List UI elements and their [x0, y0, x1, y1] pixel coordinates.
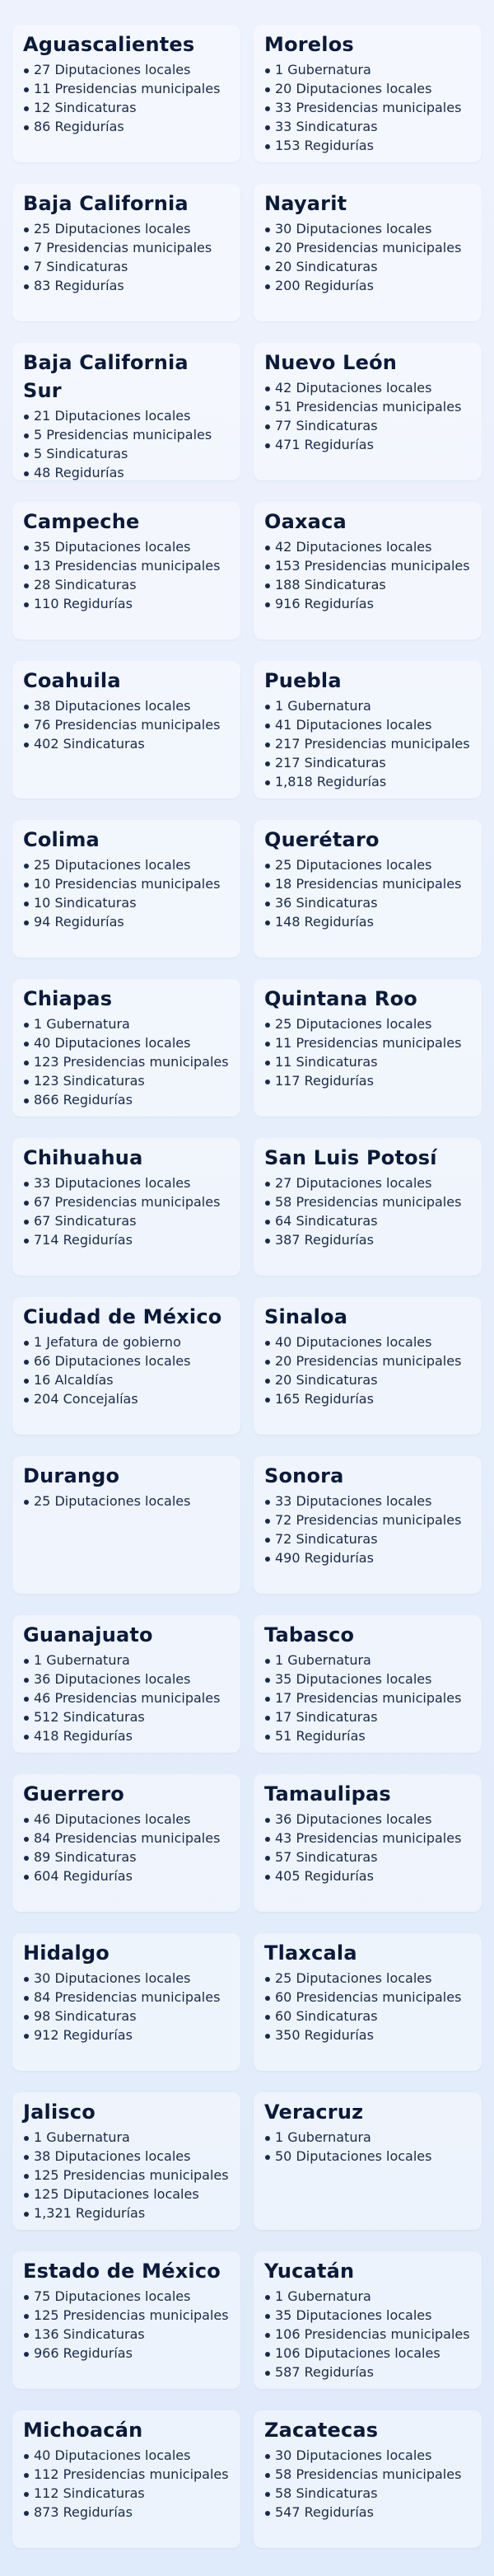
positions-list	[264, 1014, 472, 1090]
state-card	[254, 1456, 482, 1594]
position-item: 604 Regidurías	[23, 1866, 231, 1885]
positions-list	[23, 1810, 231, 1885]
position-item: 33 Sindicaturas	[264, 117, 472, 136]
position-item: 84 Presidencias municipales	[23, 1988, 231, 2007]
positions-list	[23, 696, 231, 753]
positions-list	[23, 406, 231, 480]
state-name: Nayarit	[264, 192, 347, 215]
position-item: 7 Presidencias municipales	[23, 238, 231, 257]
positions-list	[23, 2446, 231, 2522]
position-item: 1 Gubernatura	[264, 2287, 472, 2306]
positions-list	[264, 2287, 472, 2382]
positions-list	[264, 696, 472, 791]
state-name: Campeche	[23, 510, 140, 533]
position-item: 866 Regidurías	[23, 1090, 231, 1109]
position-item: 20 Sindicaturas	[264, 1370, 472, 1389]
position-item: 1 Gubernatura	[23, 2128, 231, 2147]
state-card	[12, 1297, 240, 1435]
state-name: Ciudad de México	[23, 1305, 222, 1328]
state-card	[12, 2410, 240, 2548]
position-item: 1 Gubernatura	[23, 1014, 231, 1033]
state-card	[12, 25, 240, 162]
state-card	[12, 343, 240, 480]
state-name: Sonora	[264, 1464, 344, 1487]
state-card	[12, 1138, 240, 1276]
position-item: 20 Presidencias municipales	[264, 1351, 472, 1370]
state-name: Baja California Sur	[23, 351, 189, 402]
position-item: 46 Presidencias municipales	[23, 1688, 231, 1707]
position-item: 89 Sindicaturas	[23, 1848, 231, 1866]
position-item: 1 Gubernatura	[264, 696, 472, 715]
position-item: 30 Diputaciones locales	[264, 2446, 472, 2465]
positions-list	[23, 855, 231, 931]
state-name: Chiapas	[23, 987, 113, 1010]
position-item: 5 Sindicaturas	[23, 444, 231, 463]
position-item: 58 Presidencias municipales	[264, 1192, 472, 1211]
positions-list	[264, 1651, 472, 1745]
position-item: 25 Diputaciones locales	[264, 1969, 472, 1988]
state-card	[12, 2251, 240, 2389]
positions-list	[23, 219, 231, 295]
position-item: 21 Diputaciones locales	[23, 406, 231, 425]
position-item: 36 Diputaciones locales	[264, 1810, 472, 1829]
state-card	[12, 184, 240, 321]
position-item: 217 Sindicaturas	[264, 753, 472, 772]
position-item: 27 Diputaciones locales	[264, 1173, 472, 1192]
state-card	[12, 1615, 240, 1753]
position-item: 57 Sindicaturas	[264, 1848, 472, 1866]
position-item: 125 Diputaciones locales	[23, 2185, 231, 2204]
state-name: Guerrero	[23, 1782, 124, 1806]
position-item: 35 Diputaciones locales	[264, 2306, 472, 2325]
position-item: 36 Diputaciones locales	[23, 1670, 231, 1688]
position-item: 125 Presidencias municipales	[23, 2306, 231, 2325]
position-item: 11 Sindicaturas	[264, 1052, 472, 1071]
position-item: 17 Sindicaturas	[264, 1707, 472, 1726]
position-item: 153 Regidurías	[264, 136, 472, 155]
position-item: 1,818 Regidurías	[264, 772, 472, 791]
position-item: 41 Diputaciones locales	[264, 715, 472, 734]
position-item: 33 Presidencias municipales	[264, 98, 472, 117]
state-name: Jalisco	[23, 2101, 96, 2124]
position-item: 123 Sindicaturas	[23, 1071, 231, 1090]
position-item: 40 Diputaciones locales	[264, 1332, 472, 1351]
state-card	[12, 979, 240, 1117]
state-name: Aguascalientes	[23, 33, 195, 56]
state-name: San Luis Potosí	[264, 1146, 437, 1169]
state-name: Sinaloa	[264, 1305, 348, 1328]
position-item: 471 Regidurías	[264, 435, 472, 454]
positions-list	[23, 2287, 231, 2363]
state-card	[254, 2410, 482, 2548]
positions-list	[264, 219, 472, 295]
position-item: 490 Regidurías	[264, 1548, 472, 1567]
position-item: 35 Diputaciones locales	[23, 537, 231, 556]
state-name: Coahuila	[23, 669, 121, 692]
positions-list	[264, 2128, 472, 2166]
state-card	[12, 661, 240, 799]
state-name: Colima	[23, 828, 100, 851]
state-card	[254, 661, 482, 799]
positions-list	[264, 1332, 472, 1408]
position-item: 20 Diputaciones locales	[264, 79, 472, 98]
position-item: 42 Diputaciones locales	[264, 537, 472, 556]
state-card	[254, 820, 482, 958]
position-item: 547 Regidurías	[264, 2503, 472, 2522]
positions-list	[264, 855, 472, 931]
state-name: Tamaulipas	[264, 1782, 391, 1806]
position-item: 350 Regidurías	[264, 2026, 472, 2044]
state-name: Baja California	[23, 192, 189, 215]
position-item: 98 Sindicaturas	[23, 2007, 231, 2026]
position-item: 1,321 Regidurías	[23, 2204, 231, 2222]
position-item: 27 Diputaciones locales	[23, 60, 231, 79]
state-name: Estado de México	[23, 2260, 221, 2283]
state-name: Michoacán	[23, 2419, 143, 2442]
state-card	[12, 1456, 240, 1594]
position-item: 912 Regidurías	[23, 2026, 231, 2044]
state-card	[254, 1774, 482, 1912]
positions-list	[264, 1492, 472, 1567]
positions-list	[264, 1969, 472, 2044]
position-item: 46 Diputaciones locales	[23, 1810, 231, 1829]
position-item: 188 Sindicaturas	[264, 575, 472, 594]
positions-list	[23, 60, 231, 136]
position-item: 72 Sindicaturas	[264, 1529, 472, 1548]
positions-list	[264, 60, 472, 155]
position-item: 106 Diputaciones locales	[264, 2344, 472, 2363]
state-card	[254, 1933, 482, 2071]
state-name: Tlaxcala	[264, 1941, 357, 1965]
position-item: 873 Regidurías	[23, 2503, 231, 2522]
position-item: 86 Regidurías	[23, 117, 231, 136]
positions-list	[264, 378, 472, 454]
state-name: Zacatecas	[264, 2419, 379, 2442]
position-item: 60 Presidencias municipales	[264, 1988, 472, 2007]
position-item: 10 Presidencias municipales	[23, 874, 231, 893]
position-item: 43 Presidencias municipales	[264, 1829, 472, 1848]
position-item: 38 Diputaciones locales	[23, 2147, 231, 2166]
position-item: 405 Regidurías	[264, 1866, 472, 1885]
position-item: 67 Presidencias municipales	[23, 1192, 231, 1211]
position-item: 125 Presidencias municipales	[23, 2166, 231, 2185]
position-item: 110 Regidurías	[23, 594, 231, 613]
positions-list	[23, 1651, 231, 1745]
state-card	[254, 2092, 482, 2230]
position-item: 123 Presidencias municipales	[23, 1052, 231, 1071]
positions-list	[23, 2128, 231, 2222]
position-item: 11 Presidencias municipales	[23, 79, 231, 98]
state-card	[254, 184, 482, 321]
state-name: Durango	[23, 1464, 120, 1487]
positions-list	[23, 1969, 231, 2044]
position-item: 40 Diputaciones locales	[23, 2446, 231, 2465]
position-item: 20 Sindicaturas	[264, 257, 472, 276]
positions-list	[264, 1810, 472, 1885]
state-name: Quintana Roo	[264, 987, 417, 1010]
position-item: 40 Diputaciones locales	[23, 1033, 231, 1052]
position-item: 33 Diputaciones locales	[264, 1492, 472, 1510]
position-item: 50 Diputaciones locales	[264, 2147, 472, 2166]
positions-list	[23, 1014, 231, 1109]
position-item: 966 Regidurías	[23, 2344, 231, 2363]
position-item: 117 Regidurías	[264, 1071, 472, 1090]
position-item: 25 Diputaciones locales	[23, 219, 231, 238]
position-item: 64 Sindicaturas	[264, 1211, 472, 1230]
state-name: Chihuahua	[23, 1146, 143, 1169]
position-item: 25 Diputaciones locales	[264, 1014, 472, 1033]
state-name: Tabasco	[264, 1623, 355, 1646]
state-card	[254, 25, 482, 162]
state-name: Oaxaca	[264, 510, 347, 533]
position-item: 13 Presidencias municipales	[23, 556, 231, 575]
position-item: 38 Diputaciones locales	[23, 696, 231, 715]
position-item: 25 Diputaciones locales	[264, 855, 472, 874]
position-item: 7 Sindicaturas	[23, 257, 231, 276]
positions-list	[23, 537, 231, 613]
state-card	[254, 343, 482, 480]
position-item: 36 Sindicaturas	[264, 893, 472, 912]
position-item: 33 Diputaciones locales	[23, 1173, 231, 1192]
position-item: 402 Sindicaturas	[23, 734, 231, 753]
position-item: 12 Sindicaturas	[23, 98, 231, 117]
position-item: 5 Presidencias municipales	[23, 425, 231, 444]
position-item: 106 Presidencias municipales	[264, 2325, 472, 2344]
position-item: 10 Sindicaturas	[23, 893, 231, 912]
state-name: Querétaro	[264, 828, 380, 851]
state-name: Hidalgo	[23, 1941, 110, 1965]
position-item: 76 Presidencias municipales	[23, 715, 231, 734]
position-item: 25 Diputaciones locales	[23, 855, 231, 874]
position-item: 387 Regidurías	[264, 1230, 472, 1249]
state-name: Puebla	[264, 669, 342, 692]
positions-list	[264, 1173, 472, 1249]
position-item: 75 Diputaciones locales	[23, 2287, 231, 2306]
positions-list	[23, 1173, 231, 1249]
positions-list	[264, 2446, 472, 2522]
position-item: 35 Diputaciones locales	[264, 1670, 472, 1688]
position-item: 51 Regidurías	[264, 1726, 472, 1745]
position-item: 1 Gubernatura	[264, 60, 472, 79]
positions-list	[23, 1492, 231, 1510]
state-name: Yucatán	[264, 2260, 355, 2283]
position-item: 512 Sindicaturas	[23, 1707, 231, 1726]
positions-list	[264, 537, 472, 613]
position-item: 17 Presidencias municipales	[264, 1688, 472, 1707]
state-card	[12, 2092, 240, 2230]
state-card	[254, 1615, 482, 1753]
position-item: 66 Diputaciones locales	[23, 1351, 231, 1370]
state-card	[12, 502, 240, 639]
position-item: 16 Alcaldías	[23, 1370, 231, 1389]
state-card	[254, 1297, 482, 1435]
state-card	[254, 979, 482, 1117]
position-item: 1 Gubernatura	[264, 2128, 472, 2147]
position-item: 200 Regidurías	[264, 276, 472, 295]
position-item: 28 Sindicaturas	[23, 575, 231, 594]
state-card	[254, 1138, 482, 1276]
position-item: 60 Sindicaturas	[264, 2007, 472, 2026]
position-item: 1 Gubernatura	[264, 1651, 472, 1670]
position-item: 20 Presidencias municipales	[264, 238, 472, 257]
state-name: Morelos	[264, 33, 354, 56]
position-item: 58 Presidencias municipales	[264, 2465, 472, 2484]
state-card	[254, 502, 482, 639]
position-item: 418 Regidurías	[23, 1726, 231, 1745]
position-item: 67 Sindicaturas	[23, 1211, 231, 1230]
position-item: 112 Presidencias municipales	[23, 2465, 231, 2484]
position-item: 587 Regidurías	[264, 2363, 472, 2382]
position-item: 217 Presidencias municipales	[264, 734, 472, 753]
position-item: 25 Diputaciones locales	[23, 1492, 231, 1510]
position-item: 84 Presidencias municipales	[23, 1829, 231, 1848]
position-item: 77 Sindicaturas	[264, 416, 472, 435]
position-item: 136 Sindicaturas	[23, 2325, 231, 2344]
position-item: 18 Presidencias municipales	[264, 874, 472, 893]
position-item: 112 Sindicaturas	[23, 2484, 231, 2503]
position-item: 58 Sindicaturas	[264, 2484, 472, 2503]
position-item: 1 Gubernatura	[23, 1651, 231, 1670]
position-item: 165 Regidurías	[264, 1389, 472, 1408]
position-item: 94 Regidurías	[23, 912, 231, 931]
position-item: 916 Regidurías	[264, 594, 472, 613]
state-name: Nuevo León	[264, 351, 398, 374]
state-card	[12, 1933, 240, 2071]
state-card	[254, 2251, 482, 2389]
state-name: Guanajuato	[23, 1623, 153, 1646]
position-item: 1 Jefatura de gobierno	[23, 1332, 231, 1351]
position-item: 30 Diputaciones locales	[264, 219, 472, 238]
position-item: 72 Presidencias municipales	[264, 1510, 472, 1529]
position-item: 48 Regidurías	[23, 463, 231, 480]
positions-list	[23, 1332, 231, 1408]
state-name: Veracruz	[264, 2101, 364, 2124]
position-item: 204 Concejalías	[23, 1389, 231, 1408]
position-item: 714 Regidurías	[23, 1230, 231, 1249]
position-item: 11 Presidencias municipales	[264, 1033, 472, 1052]
position-item: 153 Presidencias municipales	[264, 556, 472, 575]
state-card	[12, 1774, 240, 1912]
position-item: 51 Presidencias municipales	[264, 397, 472, 416]
position-item: 30 Diputaciones locales	[23, 1969, 231, 1988]
state-card	[12, 820, 240, 958]
position-item: 83 Regidurías	[23, 276, 231, 295]
position-item: 148 Regidurías	[264, 912, 472, 931]
position-item: 42 Diputaciones locales	[264, 378, 472, 397]
